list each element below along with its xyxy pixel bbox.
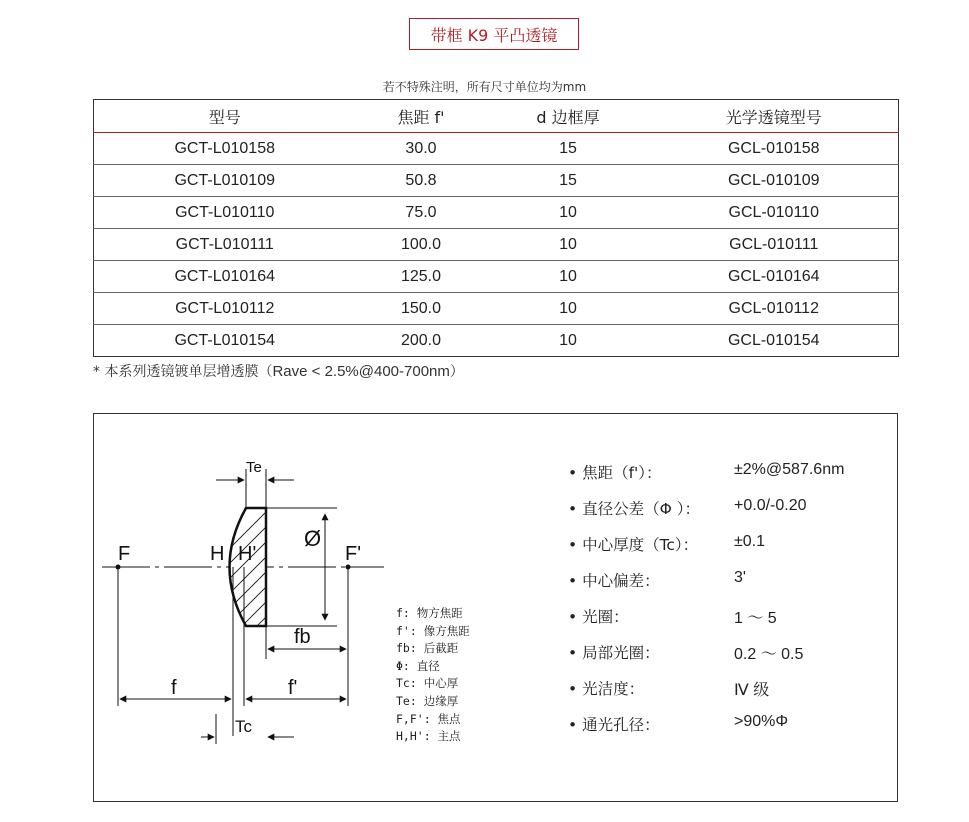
plano-convex-lens bbox=[230, 508, 267, 626]
cell-focal-length: 100.0 bbox=[356, 229, 487, 261]
cell-frame-thickness: 10 bbox=[487, 325, 650, 357]
tolerance-value: Ⅳ 级 bbox=[734, 682, 770, 699]
legend-item: Φ: 直径 bbox=[396, 658, 440, 673]
tolerance-item-power bbox=[568, 605, 888, 641]
tolerance-label: • 直径公差（Φ ）： bbox=[568, 500, 700, 518]
dimension-label-fb: fb bbox=[294, 626, 311, 648]
cell-frame-thickness: 10 bbox=[487, 293, 650, 325]
legend-item: fb: 后截距 bbox=[396, 641, 459, 656]
cell-lens-model: GCL-010110 bbox=[650, 197, 899, 229]
table-row bbox=[94, 325, 899, 357]
dimension-label-te: Te bbox=[246, 459, 262, 476]
tolerance-value: 3' bbox=[734, 569, 746, 586]
table-row bbox=[94, 165, 899, 197]
tolerance-item-irregularity bbox=[568, 641, 888, 677]
table-row bbox=[94, 133, 899, 165]
column-header-focal-length: 焦距 f' bbox=[356, 100, 487, 133]
legend-item: Te: 边缘厚 bbox=[396, 693, 459, 708]
legend-item: H,H': 主点 bbox=[396, 729, 461, 744]
table-row bbox=[94, 261, 899, 293]
cell-lens-model: GCL-010154 bbox=[650, 325, 899, 357]
dimension-label-f: f bbox=[171, 677, 177, 699]
focal-point-fp-label: F' bbox=[345, 543, 362, 565]
spec-table bbox=[93, 99, 899, 357]
cell-lens-model: GCL-010111 bbox=[650, 229, 899, 261]
coating-note-spec: Rave < 2.5%@400-700nm bbox=[272, 363, 450, 380]
tolerance-item-focal-length bbox=[568, 461, 888, 497]
cell-frame-thickness: 15 bbox=[487, 165, 650, 197]
cell-focal-length: 50.8 bbox=[356, 165, 487, 197]
tolerance-label: • 中心偏差： bbox=[568, 572, 660, 590]
column-header-frame-thickness: d 边框厚 bbox=[487, 100, 650, 133]
focal-point-fp-dot bbox=[346, 565, 351, 570]
dimension-label-tc: Tc bbox=[235, 717, 252, 736]
tolerance-value: +0.0/-0.20 bbox=[734, 497, 807, 514]
cell-model: GCT-L010110 bbox=[94, 197, 356, 229]
cell-model: GCT-L010109 bbox=[94, 165, 356, 197]
cell-frame-thickness: 10 bbox=[487, 229, 650, 261]
cell-lens-model: GCL-010164 bbox=[650, 261, 899, 293]
cell-focal-length: 125.0 bbox=[356, 261, 487, 293]
cell-frame-thickness: 10 bbox=[487, 197, 650, 229]
cell-model: GCT-L010111 bbox=[94, 229, 356, 261]
coating-note-prefix: * 本系列透镜镀单层增透膜（ bbox=[93, 364, 273, 380]
product-title bbox=[409, 18, 579, 50]
table-row bbox=[94, 293, 899, 325]
tolerance-value: 1 ～ 5 bbox=[734, 610, 777, 627]
cell-lens-model: GCL-010112 bbox=[650, 293, 899, 325]
legend-item: f: 物方焦距 bbox=[396, 606, 463, 620]
tolerance-label: • 通光孔径： bbox=[568, 716, 660, 734]
focal-point-f-label: F bbox=[118, 543, 131, 565]
legend-item: F,F': 焦点 bbox=[396, 711, 461, 726]
cell-focal-length: 30.0 bbox=[405, 139, 437, 157]
dimension-label-diameter: Ø bbox=[304, 526, 322, 551]
tolerance-label: • 光洁度： bbox=[568, 680, 645, 698]
table-row bbox=[94, 229, 899, 261]
tolerance-item-centration bbox=[568, 569, 888, 605]
tolerance-item-surface-quality bbox=[568, 677, 888, 713]
tolerance-value: ±0.1 bbox=[734, 533, 766, 550]
principal-point-h-label: H bbox=[210, 543, 225, 565]
product-title-text: 带框 K9 平凸透镜 bbox=[430, 25, 558, 45]
cell-focal-length: 150.0 bbox=[356, 293, 487, 325]
tolerance-label: • 光圈： bbox=[568, 608, 629, 626]
cell-model: GCT-L010154 bbox=[94, 325, 356, 357]
focal-point-f-dot bbox=[116, 565, 121, 570]
cell-lens-model: GCL-010158 bbox=[727, 139, 820, 157]
legend-item: f': 像方焦距 bbox=[396, 623, 470, 638]
unit-note: 若不特殊注明，所有尺寸单位均为mm bbox=[382, 80, 587, 94]
dimension-label-fp: f' bbox=[288, 677, 298, 699]
coating-note-suffix: ） bbox=[449, 364, 464, 380]
tolerance-item-center-thickness bbox=[568, 533, 888, 569]
tolerance-item-diameter bbox=[568, 497, 888, 533]
cell-frame-thickness: 10 bbox=[487, 261, 650, 293]
table-header-row bbox=[94, 100, 899, 133]
tolerance-label: • 局部光圈： bbox=[568, 644, 660, 662]
cell-model: GCT-L010164 bbox=[94, 261, 356, 293]
cell-lens-model: GCL-010109 bbox=[650, 165, 899, 197]
column-header-model: 型号 bbox=[94, 100, 356, 133]
cell-focal-length: 75.0 bbox=[356, 197, 487, 229]
cell-model: GCT-L010112 bbox=[94, 293, 356, 325]
lens-diagram-panel bbox=[93, 413, 898, 802]
column-header-lens-model: 光学透镜型号 bbox=[650, 100, 899, 133]
tolerance-item-clear-aperture bbox=[568, 713, 888, 749]
tolerance-value: ±2%@587.6nm bbox=[734, 461, 845, 478]
tolerance-value: >90%Φ bbox=[734, 713, 789, 730]
cell-frame-thickness: 15 bbox=[559, 139, 577, 157]
coating-note bbox=[93, 361, 464, 381]
legend-item: Tc: 中心厚 bbox=[396, 676, 459, 691]
cell-model: GCT-L010158 bbox=[174, 139, 275, 157]
diagram-legend bbox=[396, 605, 470, 746]
tolerance-value: 0.2 ～ 0.5 bbox=[734, 646, 804, 663]
principal-point-hp-label: H' bbox=[238, 543, 257, 565]
tolerance-label: • 中心厚度（Tc）： bbox=[568, 536, 699, 554]
table-row bbox=[94, 197, 899, 229]
tolerance-label: • 焦距（f'）： bbox=[568, 464, 662, 482]
cell-focal-length: 200.0 bbox=[356, 325, 487, 357]
tolerance-list bbox=[568, 461, 888, 749]
